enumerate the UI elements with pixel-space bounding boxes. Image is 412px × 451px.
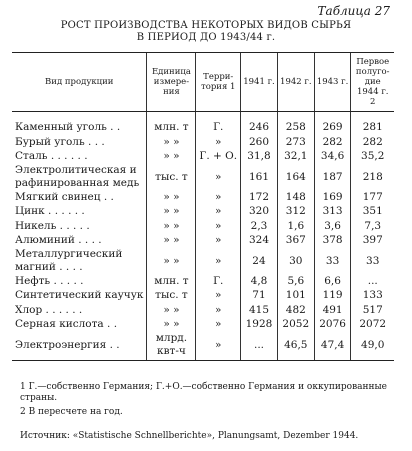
cell-1944: 218 — [351, 164, 394, 190]
cell-1944: ... — [351, 274, 394, 289]
cell-1943: 6,6 — [314, 274, 351, 289]
cell-1944: 35,2 — [351, 149, 394, 164]
cell-product: Цинк . . . . . . — [15, 205, 85, 218]
cell-unit: » » — [147, 135, 196, 150]
cell-1942: 273 — [277, 135, 314, 150]
cell-1942: 164 — [277, 164, 314, 190]
cell-1941: 320 — [241, 204, 278, 219]
table-row — [12, 274, 394, 289]
cell-1942: 258 — [277, 112, 314, 135]
header-1941: 1941 г. — [241, 53, 278, 112]
cell-unit: млн. т — [147, 112, 196, 135]
cell-territory: » — [196, 332, 241, 361]
cell-product: Синтетический каучук — [15, 289, 144, 302]
production-table — [12, 52, 394, 361]
table-row — [12, 248, 394, 274]
cell-1942: 482 — [277, 303, 314, 318]
table-row — [12, 204, 394, 219]
cell-1943: 491 — [314, 303, 351, 318]
cell-1942: 30 — [277, 248, 314, 274]
cell-1942: 2052 — [277, 317, 314, 332]
table-row — [12, 219, 394, 234]
table-body — [12, 112, 394, 361]
cell-1944: 177 — [351, 190, 394, 205]
cell-1944: 133 — [351, 288, 394, 303]
cell-1944: 282 — [351, 135, 394, 150]
cell-territory: » — [196, 204, 241, 219]
cell-product: Каменный уголь . . — [15, 121, 121, 134]
cell-1943: 2076 — [314, 317, 351, 332]
cell-unit: » » — [147, 204, 196, 219]
header-1942: 1942 г. — [277, 53, 314, 112]
cell-1944: 2072 — [351, 317, 394, 332]
cell-1943: 313 — [314, 204, 351, 219]
cell-1943: 269 — [314, 112, 351, 135]
cell-territory: » — [196, 219, 241, 234]
table-row — [12, 332, 394, 361]
cell-1941: 31,8 — [241, 149, 278, 164]
table-row — [12, 233, 394, 248]
cell-1944: 351 — [351, 204, 394, 219]
cell-territory: Г. — [196, 274, 241, 289]
table-title-line2: В ПЕРИОД ДО 1943/44 г. — [136, 32, 276, 43]
cell-1941: 172 — [241, 190, 278, 205]
footnote-2: 2 В пересчете на год. — [20, 407, 123, 417]
cell-unit: млн. т — [147, 274, 196, 289]
cell-1943: 187 — [314, 164, 351, 190]
header-row — [12, 53, 394, 112]
cell-1941: 4,8 — [241, 274, 278, 289]
table-row — [12, 135, 394, 150]
cell-1942: 5,6 — [277, 274, 314, 289]
table-row — [12, 164, 394, 190]
table-title-line1: РОСТ ПРОИЗВОДСТВА НЕКОТОРЫХ ВИДОВ СЫРЬЯ — [60, 20, 352, 31]
cell-product: Серная кислота . . — [15, 318, 118, 331]
cell-1941: 24 — [241, 248, 278, 274]
cell-territory: » — [196, 248, 241, 274]
table-row — [12, 303, 394, 318]
footnote-1: 1 Г.—собственно Германия; Г.+О.—собственно Германия и оккупированные страны. — [20, 382, 387, 403]
cell-1942: 367 — [277, 233, 314, 248]
cell-territory: » — [196, 135, 241, 150]
cell-unit: » » — [147, 149, 196, 164]
cell-1943: 378 — [314, 233, 351, 248]
cell-territory: » — [196, 233, 241, 248]
cell-1941: 324 — [241, 233, 278, 248]
cell-1944: 397 — [351, 233, 394, 248]
cell-territory: » — [196, 303, 241, 318]
header-unit: Единица измере-ния — [147, 53, 196, 112]
cell-territory: » — [196, 288, 241, 303]
cell-product: Сталь . . . . . . — [15, 150, 88, 163]
cell-1942: 312 — [277, 204, 314, 219]
cell-unit: » » — [147, 233, 196, 248]
cell-product: Алюминий . . . . — [15, 234, 102, 247]
table-row — [12, 112, 394, 135]
cell-1943: 3,6 — [314, 219, 351, 234]
cell-1941: ... — [241, 332, 278, 361]
cell-unit: тыс. т — [147, 164, 196, 190]
cell-territory: Г. — [196, 112, 241, 135]
header-territory: Терри-тория 1 — [196, 53, 241, 112]
table-row — [12, 190, 394, 205]
cell-1944: 49,0 — [351, 332, 394, 361]
table-row — [12, 288, 394, 303]
cell-1942: 1,6 — [277, 219, 314, 234]
cell-product: Нефть . . . . . — [15, 274, 84, 287]
cell-territory: » — [196, 190, 241, 205]
cell-1941: 415 — [241, 303, 278, 318]
table-row — [12, 317, 394, 332]
cell-unit: млрд. квт-ч — [147, 332, 196, 361]
cell-product: Мягкий свинец . . — [15, 190, 114, 203]
cell-1941: 260 — [241, 135, 278, 150]
cell-1944: 517 — [351, 303, 394, 318]
cell-product: Электролитическая и рафинированная медь — [15, 163, 140, 189]
cell-1942: 148 — [277, 190, 314, 205]
cell-territory: » — [196, 317, 241, 332]
cell-territory: Г. + О. — [196, 149, 241, 164]
cell-1941: 161 — [241, 164, 278, 190]
cell-unit: тыс. т — [147, 288, 196, 303]
cell-1943: 169 — [314, 190, 351, 205]
table-row — [12, 149, 394, 164]
cell-product: Металлургический магний . . . . — [15, 247, 123, 273]
source-note: Источник: «Statistische Schnellberichte», Planungsamt, Dezember 1944. — [20, 431, 359, 441]
cell-1942: 32,1 — [277, 149, 314, 164]
cell-unit: » » — [147, 317, 196, 332]
cell-1941: 71 — [241, 288, 278, 303]
cell-product: Бурый уголь . . . — [15, 135, 105, 148]
header-1943: 1943 г. — [314, 53, 351, 112]
table-number: Таблица 27 — [317, 4, 390, 18]
cell-1944: 33 — [351, 248, 394, 274]
cell-1943: 47,4 — [314, 332, 351, 361]
cell-unit: » » — [147, 219, 196, 234]
cell-unit: » » — [147, 248, 196, 274]
header-1944: Первое полуго-дие 1944 г. 2 — [351, 53, 394, 112]
cell-1943: 119 — [314, 288, 351, 303]
cell-unit: » » — [147, 303, 196, 318]
cell-1942: 101 — [277, 288, 314, 303]
cell-product: Никель . . . . . — [15, 219, 90, 232]
cell-unit: » » — [147, 190, 196, 205]
cell-1941: 1928 — [241, 317, 278, 332]
cell-territory: » — [196, 164, 241, 190]
cell-product: Электроэнергия . . — [12, 332, 147, 361]
cell-1941: 246 — [241, 112, 278, 135]
cell-1944: 281 — [351, 112, 394, 135]
cell-1944: 7,3 — [351, 219, 394, 234]
cell-1943: 34,6 — [314, 149, 351, 164]
cell-1941: 2,3 — [241, 219, 278, 234]
cell-1942: 46,5 — [277, 332, 314, 361]
cell-product: Хлор . . . . . . — [15, 303, 83, 316]
cell-1943: 33 — [314, 248, 351, 274]
cell-1943: 282 — [314, 135, 351, 150]
header-product: Вид продукции — [12, 53, 147, 112]
